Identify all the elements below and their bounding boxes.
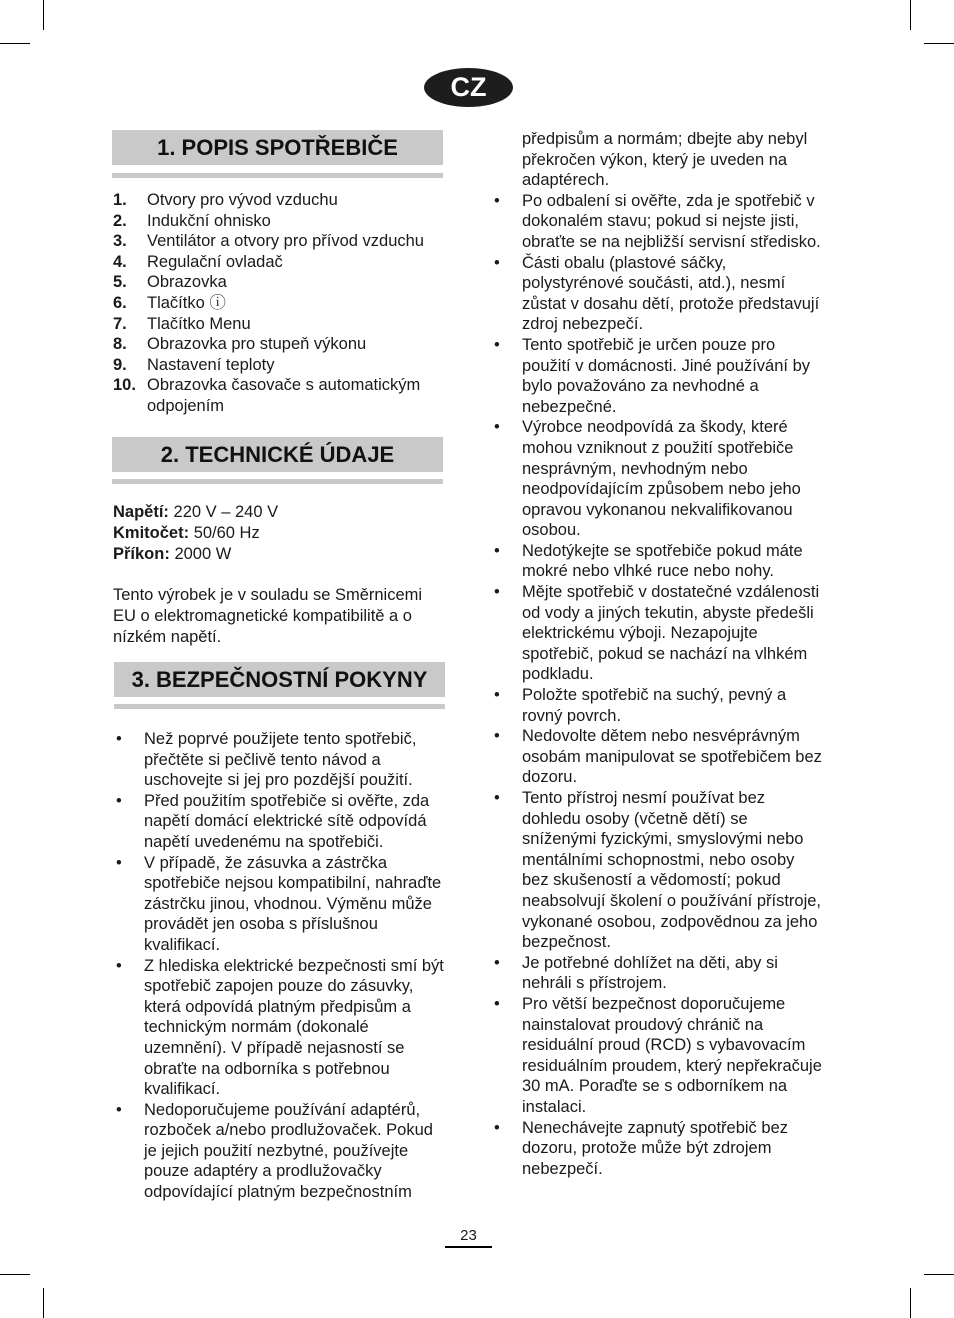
- list-item-text: Je potřebné dohlížet na děti, aby si nehráli s přístrojem.: [522, 953, 778, 993]
- list-item-text: Mějte spotřebič v dostatečné vzdálenosti od vody a jiných tekutin, abyste předešli elektrickému výboji. Nezapojujte spotřebič, pokud se nachází na vlhkém podkladu.: [522, 583, 820, 684]
- safety-list-right: [492, 129, 822, 1179]
- spec-value: 50/60 Hz: [193, 523, 260, 542]
- item-number: 9.: [113, 355, 127, 374]
- list-item: [113, 231, 453, 252]
- language-badge: CZ: [424, 68, 513, 107]
- list-item: [114, 729, 444, 791]
- list-item-text: Výrobce neodpovídá za škody, které mohou vzniknout z použití spotřebiče nesprávným, nevhodným nebo neodpovídajícím způsobem nebo jeho opravou vykonanou nekvalifikovanou osobou.: [522, 418, 801, 540]
- bullet-icon: •: [494, 418, 500, 437]
- list-item: [113, 334, 453, 355]
- list-item-text: Než poprvé použijete tento spotřebič, přečtěte si pečlivě tento návod a uschovejte si jej pro pozdější použití.: [144, 730, 417, 790]
- list-item: [492, 1118, 822, 1180]
- crop-mark: [924, 43, 954, 44]
- list-item-text: Nedotýkejte se spotřebiče pokud máte mokré nebo vlhké ruce nebo nohy.: [522, 541, 803, 581]
- list-item-text: Položte spotřebič na suchý, pevný a rovný povrch.: [522, 686, 787, 725]
- list-item: [492, 685, 822, 726]
- item-text: Tlačítko ⓘ: [147, 293, 226, 312]
- spec-frequency: [113, 523, 448, 544]
- list-item: [492, 335, 822, 417]
- technical-specs: [113, 502, 448, 648]
- bullet-icon: •: [494, 686, 500, 705]
- list-item: [113, 252, 453, 273]
- list-item: [492, 994, 822, 1118]
- list-item-text: Před použitím spotřebiče si ověřte, zda napětí domácí elektrické sítě odpovídá napětí uvedenému na spotřebiči.: [144, 791, 430, 851]
- section-title: 1. POPIS SPOTŘEBIČE: [157, 134, 398, 160]
- list-item-text: V případě, že zásuvka a zástrčka spotřebiče nejsou kompatibilní, nahraďte zástrčku jinou, vhodnou. Výměnu může provádět jen osoba s příslušnou kvalifikací.: [144, 853, 442, 954]
- list-item: [492, 726, 822, 788]
- bullet-icon: •: [494, 335, 500, 354]
- bullet-icon: •: [494, 583, 500, 602]
- list-item-text: Tento přístroj nesmí používat bez dohledu osoby (včetně dětí) se sníženými fyzickými, smyslovými nebo mentálními schopnostmi, nebo osoby bez skušeností a vědomostí; pokud neabsolvují školení o používání přístroje, vykonané osobou, zodpovědnou za jeho bezpečnost.: [522, 789, 822, 952]
- bullet-icon: •: [494, 191, 500, 210]
- list-item: [113, 293, 453, 314]
- list-item: [113, 355, 453, 376]
- item-text: Obrazovka pro stupeň výkonu: [147, 335, 367, 354]
- section-title: 3. BEZPEČNOSTNÍ POKYNY: [131, 666, 428, 692]
- item-number: 8.: [113, 335, 127, 354]
- spec-voltage: [113, 502, 448, 523]
- spec-value: 220 V – 240 V: [173, 503, 279, 521]
- bullet-icon: •: [116, 730, 122, 748]
- spec-value: 2000 W: [174, 544, 232, 563]
- parts-list: [113, 190, 453, 417]
- bullet-icon: •: [116, 791, 122, 810]
- section-heading-technical: [112, 437, 443, 472]
- crop-mark: [0, 43, 30, 44]
- bullet-icon: •: [116, 1100, 122, 1119]
- crop-mark: [43, 1288, 44, 1318]
- list-item: [113, 272, 453, 293]
- bullet-icon: •: [494, 953, 500, 972]
- list-item: [114, 853, 444, 956]
- spec-label: Příkon:: [113, 544, 170, 563]
- item-text: Tlačítko Menu: [147, 314, 251, 333]
- bullet-icon: •: [116, 956, 122, 975]
- spec-power: [113, 544, 448, 565]
- crop-mark: [910, 1288, 911, 1318]
- list-item: [492, 191, 822, 253]
- heading-rule: [112, 479, 443, 484]
- list-item-text: Části obalu (plastové sáčky, polystyrénové součásti, atd.), nesmí zůstat v dosahu dětí, protože představují zdroj nebezpečí.: [522, 253, 820, 334]
- item-number: 6.: [113, 293, 127, 312]
- page-number: 23: [445, 1227, 492, 1248]
- item-text: Obrazovka časovače s automatickým odpojením: [147, 376, 421, 415]
- item-number: 10.: [113, 376, 136, 395]
- list-item-text: Nedoporučujeme používání adaptérů, rozboček a/nebo prodlužovaček. Pokud je jejich použití nezbytné, používejte pouze adaptéry a prodlužovačky odpovídající platným bezpečnostním: [144, 1100, 433, 1202]
- bullet-icon: •: [494, 1118, 500, 1137]
- list-item: [114, 791, 444, 853]
- list-item-text: předpisům a normám; dbejte aby nebyl překročen výkon, který je uveden na adaptérech.: [522, 130, 808, 190]
- list-item: [113, 375, 453, 416]
- item-text: Otvory pro vývod vzduchu: [147, 191, 338, 209]
- list-item-text: Nedovolte dětem nebo nesvéprávným osobám manipulovat se spotřebičem bez dozoru.: [522, 727, 822, 787]
- bullet-icon: •: [494, 789, 500, 807]
- crop-mark: [43, 0, 44, 30]
- section-heading-description: [112, 130, 443, 165]
- item-text: Regulační ovladač: [147, 252, 283, 271]
- item-text: Obrazovka: [147, 273, 227, 292]
- crop-mark: [0, 1274, 30, 1275]
- item-number: 2.: [113, 211, 127, 230]
- crop-mark: [910, 0, 911, 30]
- item-number: 4.: [113, 252, 127, 271]
- item-number: 7.: [113, 314, 127, 333]
- item-text: Indukční ohnisko: [147, 211, 271, 230]
- crop-mark: [924, 1274, 954, 1275]
- list-item: [492, 541, 822, 582]
- item-number: 5.: [113, 273, 127, 292]
- list-item: [113, 190, 453, 211]
- section-heading-safety: [114, 662, 445, 697]
- list-item: [113, 314, 453, 335]
- spec-label: Kmitočet:: [113, 523, 190, 542]
- list-item: [492, 953, 822, 994]
- list-item: [492, 253, 822, 335]
- list-item: [114, 1100, 444, 1203]
- bullet-icon: •: [494, 541, 500, 560]
- list-item-continuation: [492, 129, 822, 191]
- bullet-icon: •: [494, 994, 500, 1013]
- spec-label: Napětí:: [113, 503, 169, 521]
- bullet-icon: •: [494, 253, 500, 272]
- list-item: [492, 582, 822, 685]
- list-item: [114, 956, 444, 1100]
- heading-rule: [114, 704, 445, 709]
- item-text: Nastavení teploty: [147, 355, 275, 374]
- item-number: 1.: [113, 191, 127, 209]
- bullet-icon: •: [116, 853, 122, 872]
- list-item-text: Po odbalení si ověřte, zda je spotřebič v dokonalém stavu; pokud si nejste jisti, obraťte se na nejbližší servisní středisko.: [522, 191, 821, 251]
- bullet-icon: •: [494, 727, 500, 746]
- list-item-text: Nenechávejte zapnutý spotřebič bez dozoru, protože může být zdrojem nebezpečí.: [522, 1118, 788, 1178]
- list-item: [492, 788, 822, 953]
- list-item-text: Tento spotřebič je určen pouze pro použití v domácnosti. Jiné používání by bylo považováno za nevhodné a nebezpečné.: [522, 335, 810, 416]
- safety-list-left: [114, 729, 444, 1203]
- compliance-note: Tento výrobek je v souladu se Směrnicemi EU o elektromagnetické kompatibilitě a o nízkém napětí.: [113, 586, 423, 646]
- list-item-text: Pro větší bezpečnost doporučujeme nainstalovat proudový chránič na residuální proud (RCD) s vybavovacím residuálním proudem, který nepřekračuje 30 mA. Poraďte se s odborníkem na instalaci.: [522, 994, 822, 1116]
- list-item: [492, 417, 822, 541]
- section-title: 2. TECHNICKÉ ÚDAJE: [160, 441, 395, 467]
- list-item-text: Z hlediska elektrické bezpečnosti smí být spotřebič zapojen pouze do zásuvky, která odpovídá platným předpisům a technickým normám (dokonalé uzemnění). V případě nejasností se obraťte na odborníka s potřebnou kvalifikací.: [144, 956, 444, 1099]
- item-text: Ventilátor a otvory pro přívod vzduchu: [147, 232, 424, 251]
- list-item: [113, 211, 453, 232]
- heading-rule: [112, 173, 443, 178]
- item-number: 3.: [113, 232, 127, 251]
